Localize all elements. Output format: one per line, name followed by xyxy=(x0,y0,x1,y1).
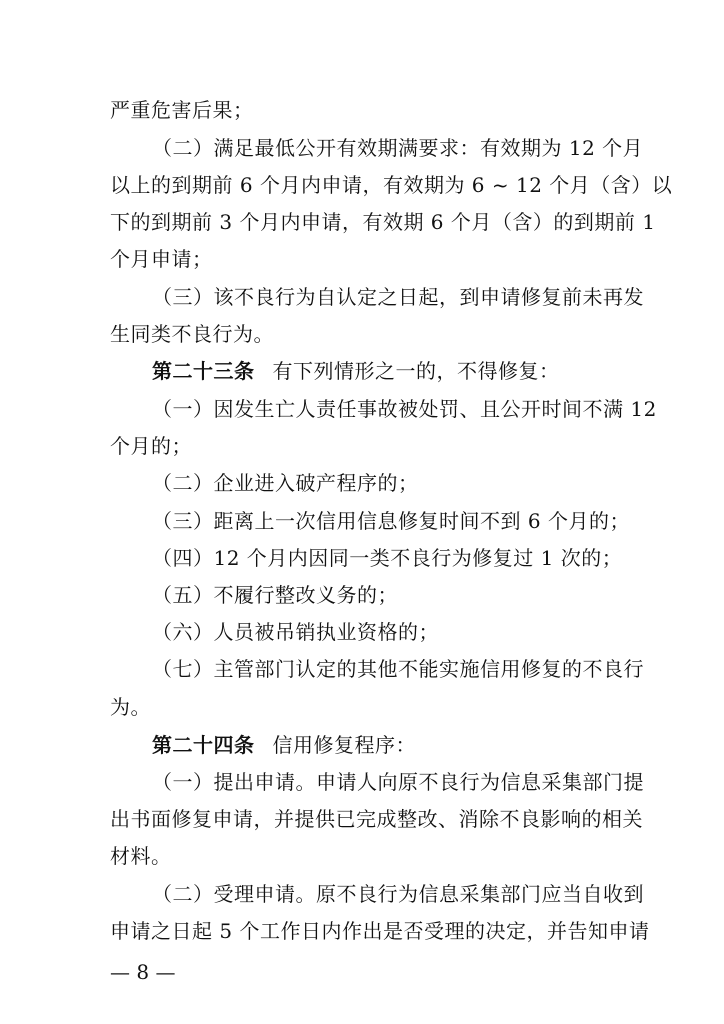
paragraph-line: 生同类不良行为。 xyxy=(110,322,274,346)
paragraph-line: 申请之日起 5 个工作日内作出是否受理的决定，并告知申请 xyxy=(110,919,650,943)
paragraph-line: （三）该不良行为自认定之日起，到申请修复前未再发 xyxy=(152,285,644,309)
paragraph-line: 以上的到期前 6 个月内申请，有效期为 6 ~ 12 个月（含）以 xyxy=(110,173,673,197)
paragraph-line: 个月申请； xyxy=(110,247,213,271)
paragraph-line: 下的到期前 3 个月内申请，有效期 6 个月（含）的到期前 1 xyxy=(110,210,656,234)
paragraph-line: 材料。 xyxy=(110,844,172,868)
paragraph-line: （一）因发生亡人责任事故被处罚、且公开时间不满 12 xyxy=(152,397,657,421)
article-23-text: 有下列情形之一的，不得修复： xyxy=(272,359,560,383)
list-item: （七）主管部门认定的其他不能实施信用修复的不良行 xyxy=(152,657,644,681)
page-number: — 8 — xyxy=(110,960,176,984)
article-24-text: 信用修复程序： xyxy=(272,733,416,757)
article-24-title: 第二十四条 xyxy=(152,733,255,757)
paragraph-line: （二）受理申请。原不良行为信息采集部门应当自收到 xyxy=(152,882,644,906)
paragraph-line: （二）满足最低公开有效期满要求：有效期为 12 个月 xyxy=(152,136,644,160)
paragraph-line: 出书面修复申请，并提供已完成整改、消除不良影响的相关 xyxy=(110,807,643,831)
article-23-title: 第二十三条 xyxy=(152,359,255,383)
list-item: （五）不履行整改义务的； xyxy=(152,583,398,607)
paragraph-line: 严重危害后果； xyxy=(110,98,254,122)
paragraph-line: 为。 xyxy=(110,695,151,719)
article-23-heading-line xyxy=(152,357,616,385)
list-item: （四）12 个月内因同一类不良行为修复过 1 次的； xyxy=(152,546,623,570)
article-24-heading-line xyxy=(152,731,616,759)
paragraph-line: 个月的； xyxy=(110,434,192,458)
paragraph-line: （一）提出申请。申请人向原不良行为信息采集部门提 xyxy=(152,770,644,794)
list-item: （三）距离上一次信用信息修复时间不到 6 个月的； xyxy=(152,509,630,533)
list-item: （二）企业进入破产程序的； xyxy=(152,471,419,495)
list-item: （六）人员被吊销执业资格的； xyxy=(152,620,439,644)
